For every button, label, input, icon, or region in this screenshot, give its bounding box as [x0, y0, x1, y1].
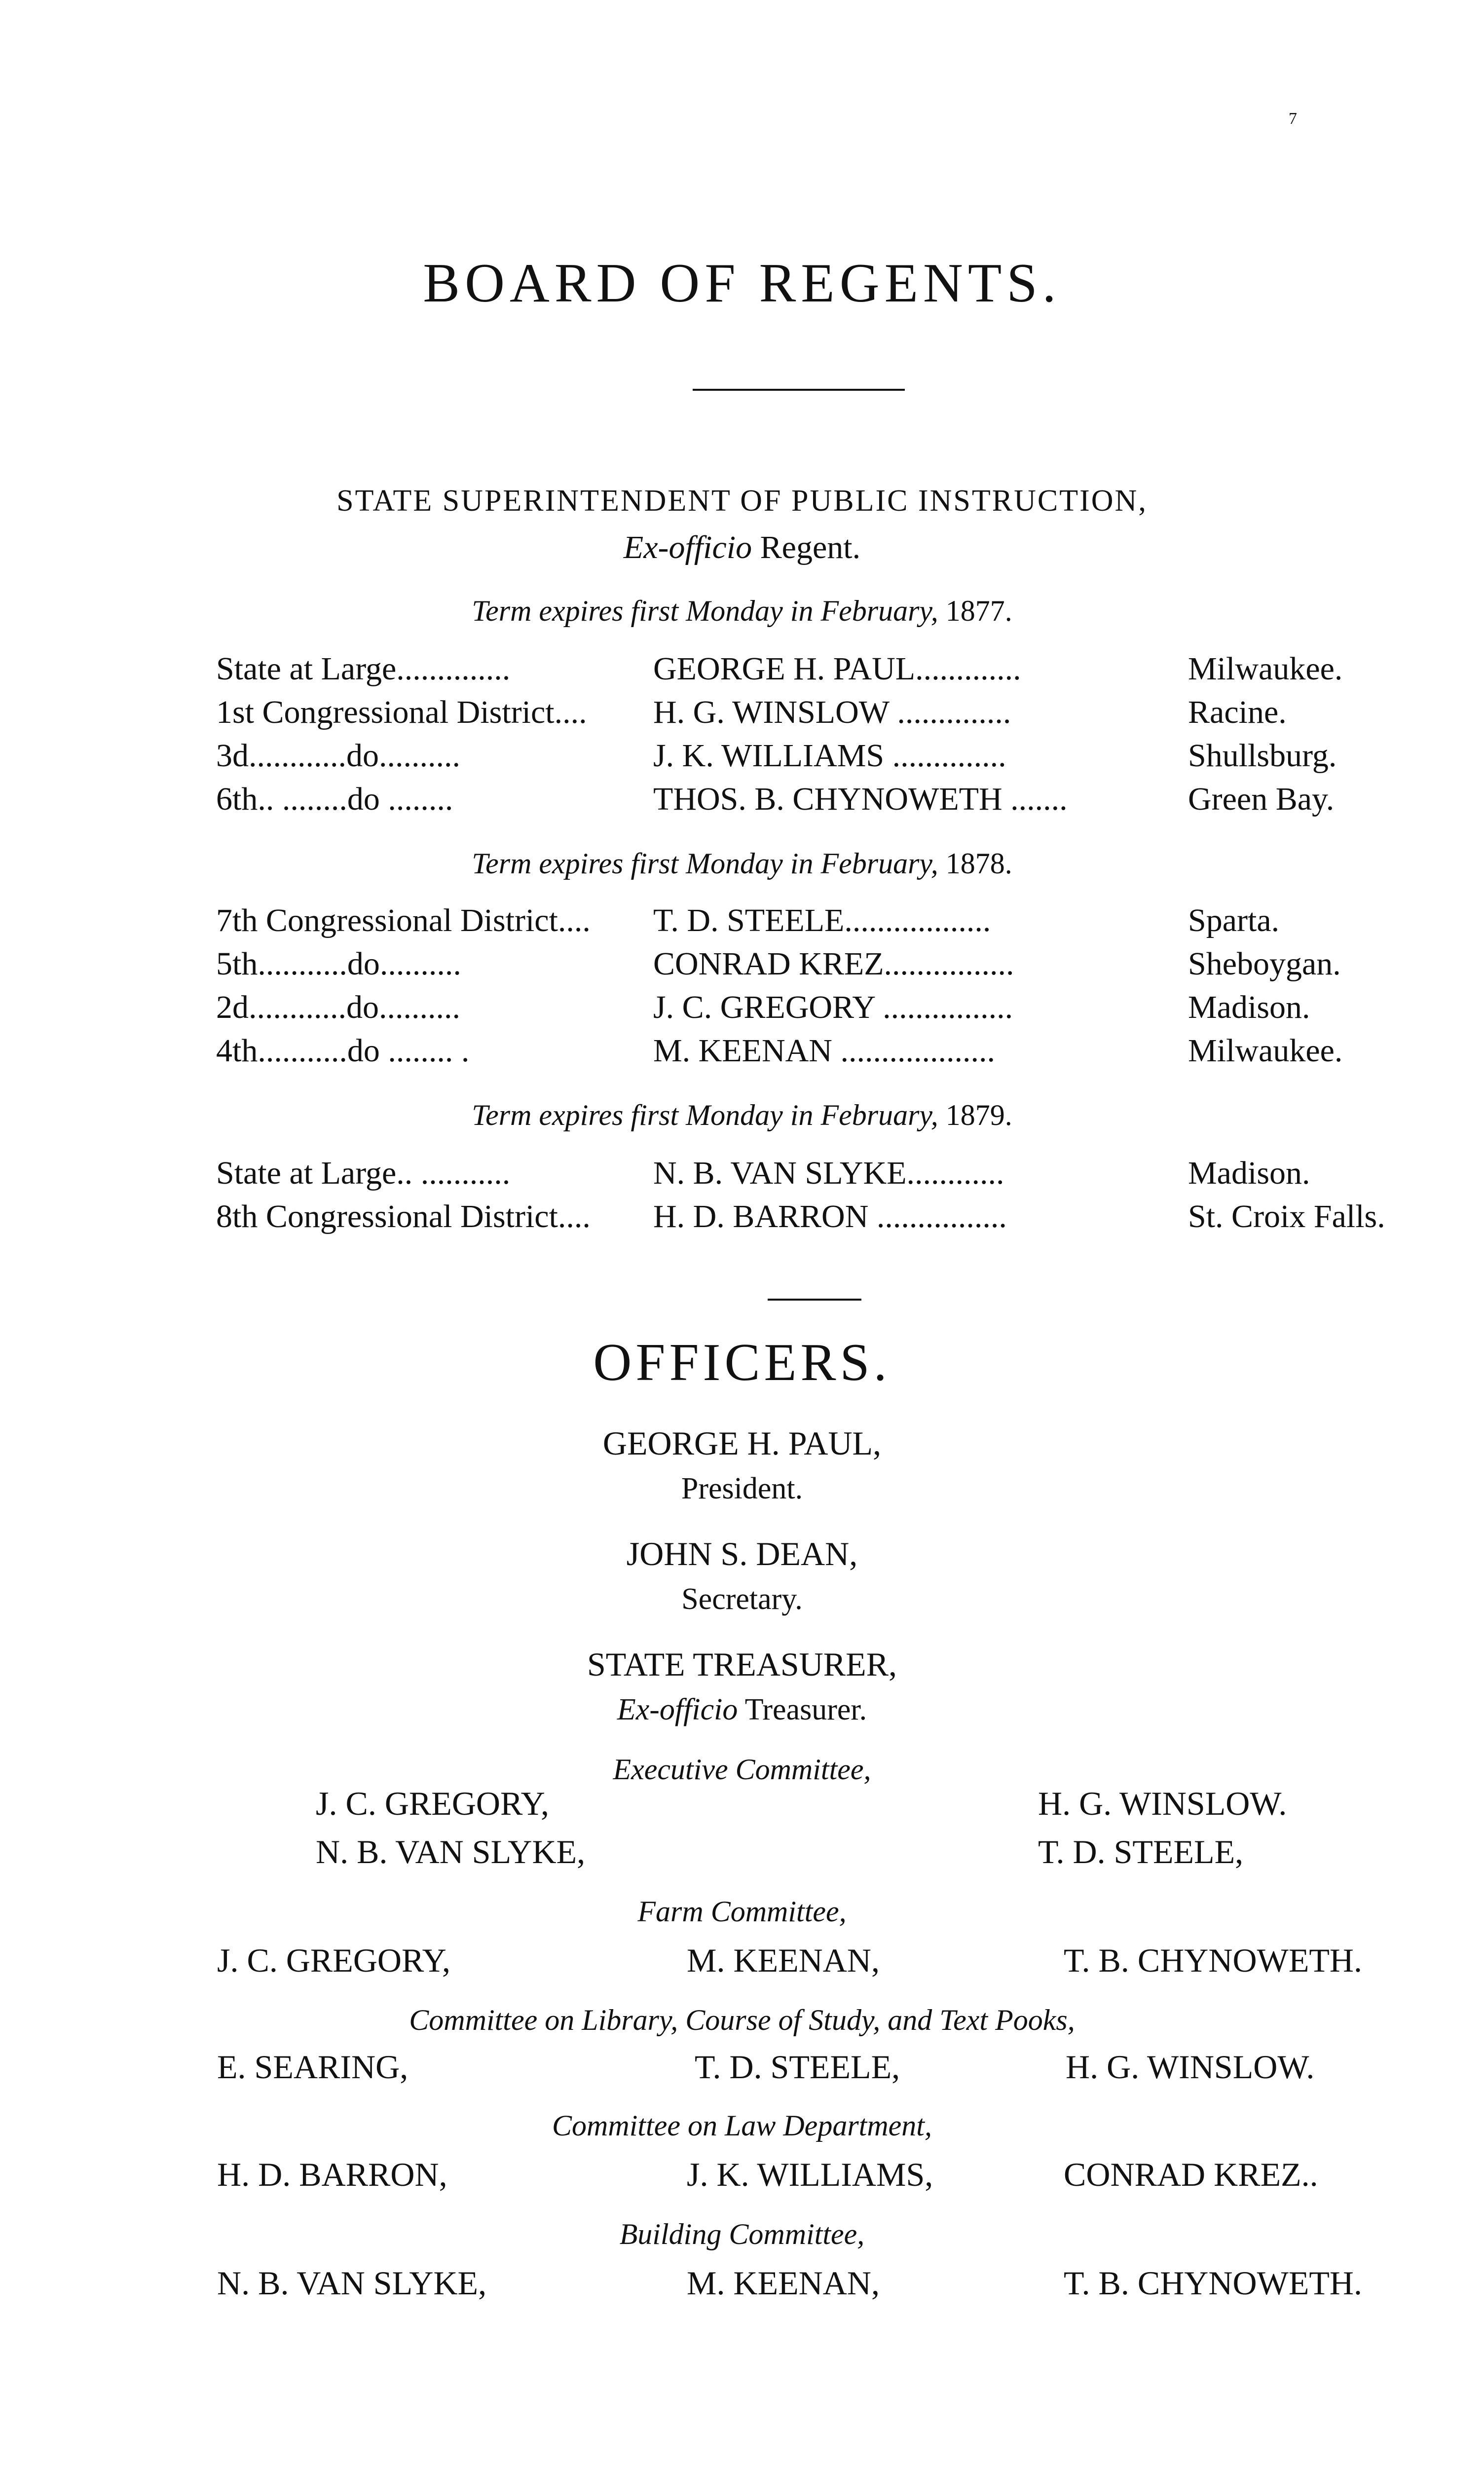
regent-row	[0, 1198, 1484, 1241]
committee-member: M. KEENAN,	[687, 2264, 880, 2302]
regent-name: H. D. BARRON ................	[653, 1198, 1007, 1234]
regent-place: St. Croix Falls.	[1188, 1198, 1385, 1234]
regent-place: Milwaukee.	[1188, 1033, 1343, 1069]
term-year: 1878.	[945, 847, 1012, 880]
committee-member: E. SEARING,	[217, 2048, 408, 2086]
committee-member: N. B. VAN SLYKE,	[217, 2264, 487, 2302]
term-year: 1879.	[945, 1099, 1012, 1131]
regent-row	[0, 1155, 1484, 1198]
term-prefix: Term expires first Monday in February,	[472, 1099, 938, 1131]
district: State at Large.. ...........	[216, 1155, 511, 1191]
district: 2d............do..........	[216, 989, 460, 1025]
officer-name: JOHN S. DEAN,	[626, 1535, 858, 1572]
superintendent-line: STATE SUPERINTENDENT OF PUBLIC INSTRUCTION,	[336, 484, 1148, 518]
regent-place: Shullsburg.	[1188, 738, 1337, 774]
district: 6th.. ........do ........	[216, 781, 453, 817]
regent-row	[0, 781, 1484, 824]
committee-member: T. D. STEELE,	[1038, 1833, 1244, 1870]
term-prefix: Term expires first Monday in February,	[472, 847, 938, 880]
committee-member: H. D. BARRON,	[217, 2156, 447, 2193]
officer-name: GEORGE H. PAUL,	[602, 1424, 882, 1462]
regent-place: Madison.	[1188, 989, 1310, 1025]
district: 8th Congressional District....	[216, 1198, 591, 1234]
page-mark: 7	[1289, 110, 1297, 128]
district: 1st Congressional District....	[216, 694, 587, 730]
committee-member: T. B. CHYNOWETH.	[1064, 2264, 1362, 2302]
building-committee-label: Building Committee,	[619, 2218, 865, 2250]
committee-member: J. K. WILLIAMS,	[687, 2156, 933, 2193]
treasurer-role	[0, 1692, 1484, 1727]
regent-place: Milwaukee.	[1188, 651, 1343, 687]
committee-member: T. B. CHYNOWETH.	[1064, 1942, 1362, 1979]
committee-member: H. G. WINSLOW.	[1066, 2048, 1315, 2086]
term-heading-1878	[0, 847, 1484, 881]
regent-place: Sheboygan.	[1188, 946, 1341, 982]
library-committee-label: Committee on Library, Course of Study, and Text Pooks,	[409, 2004, 1075, 2036]
officer-role: President.	[681, 1472, 803, 1505]
treasurer-exofficio: Ex-officio	[617, 1693, 738, 1726]
committee-member: J. C. GREGORY,	[217, 1942, 450, 1979]
term-heading-1877	[0, 594, 1484, 628]
regent-name: J. K. WILLIAMS ..............	[653, 738, 1006, 774]
district: 4th...........do ........ .	[216, 1033, 470, 1069]
regent-name: CONRAD KREZ................	[653, 946, 1014, 982]
title-divider	[693, 389, 905, 391]
treasurer-name: STATE TREASURER,	[587, 1645, 897, 1683]
regent-name: H. G. WINSLOW ..............	[653, 694, 1011, 730]
regent-name: N. B. VAN SLYKE............	[653, 1155, 1004, 1191]
committee-member: M. KEENAN,	[687, 1942, 880, 1979]
regent-row	[0, 945, 1484, 989]
regent-row	[0, 902, 1484, 945]
committee-member: CONRAD KREZ..	[1064, 2156, 1318, 2193]
committee-member: N. B. VAN SLYKE,	[316, 1833, 586, 1870]
regent-place: Madison.	[1188, 1155, 1310, 1191]
treasurer-role-text: Treasurer.	[744, 1693, 867, 1726]
regent-place: Sparta.	[1188, 902, 1280, 938]
regent-row	[0, 989, 1484, 1032]
regent-row	[0, 650, 1484, 694]
district: State at Large..............	[216, 651, 511, 687]
committee-member: T. D. STEELE,	[695, 2048, 900, 2086]
officer-role: Secretary.	[681, 1582, 803, 1616]
exofficio-italic: Ex-officio	[623, 529, 752, 565]
officers-heading: OFFICERS.	[593, 1333, 891, 1392]
regent-place: Green Bay.	[1188, 781, 1335, 817]
committee-member: H. G. WINSLOW.	[1038, 1785, 1287, 1822]
regent-row	[0, 737, 1484, 781]
law-committee-label: Committee on Law Department,	[552, 2109, 932, 2142]
regent-name: THOS. B. CHYNOWETH .......	[653, 781, 1068, 817]
term-heading-1879	[0, 1098, 1484, 1132]
regent-name: T. D. STEELE..................	[653, 902, 991, 938]
district: 7th Congressional District....	[216, 902, 591, 938]
term-prefix: Term expires first Monday in February,	[472, 595, 938, 627]
executive-committee-label: Executive Committee,	[613, 1753, 871, 1786]
regent-row	[0, 694, 1484, 737]
regent-name: M. KEENAN ...................	[653, 1033, 995, 1069]
regent-name: J. C. GREGORY ................	[653, 989, 1013, 1025]
superintendent-role	[0, 529, 1484, 566]
farm-committee-label: Farm Committee,	[637, 1895, 847, 1928]
regent-place: Racine.	[1188, 694, 1287, 730]
committee-member: J. C. GREGORY,	[316, 1785, 549, 1822]
term-year: 1877.	[945, 595, 1012, 627]
district: 5th...........do..........	[216, 946, 461, 982]
exofficio-role: Regent.	[760, 529, 861, 565]
regent-row	[0, 1032, 1484, 1076]
district: 3d............do..........	[216, 738, 460, 774]
page-title: BOARD OF REGENTS.	[423, 253, 1061, 314]
section-divider	[768, 1299, 861, 1301]
regent-name: GEORGE H. PAUL.............	[653, 651, 1021, 687]
